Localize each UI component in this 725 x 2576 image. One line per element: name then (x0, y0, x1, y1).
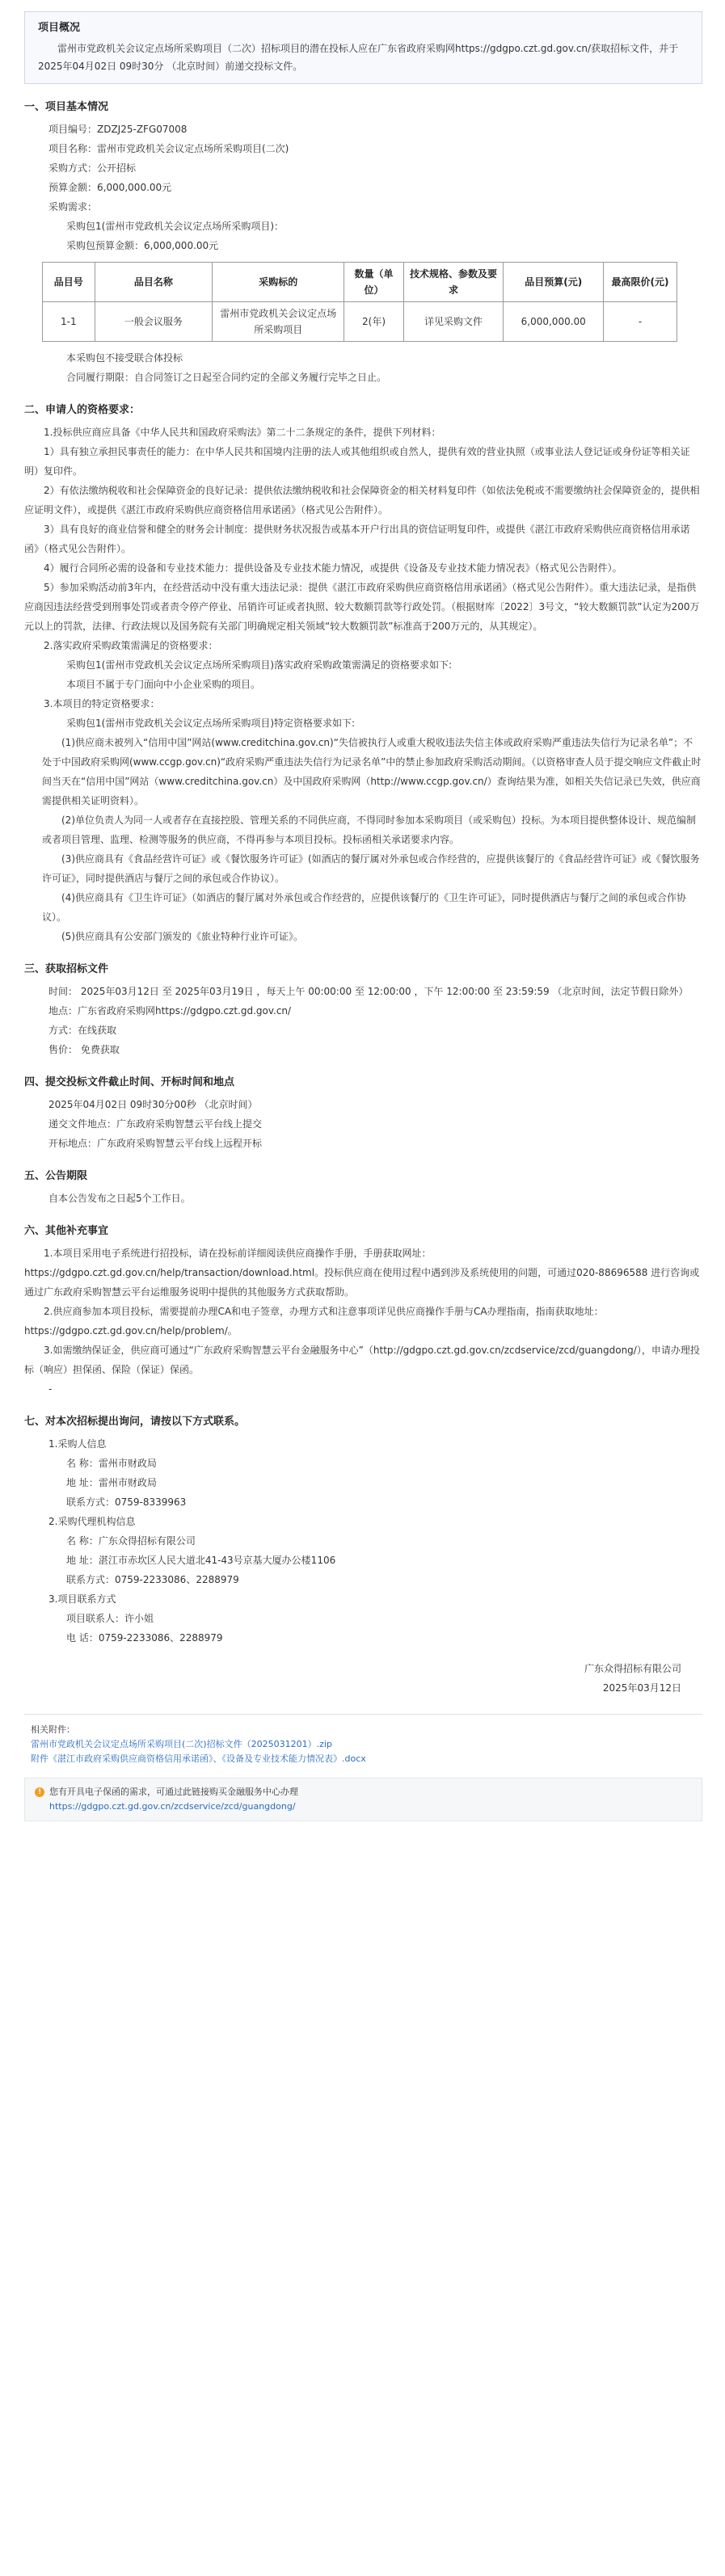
col-header: 品目名称 (95, 263, 213, 302)
qualification-item: 5）参加采购活动前3年内，在经营活动中没有重大违法记录：提供《湛江市政府采购供应商资格信用承诺函》（格式见公告附件）。重大违法记录，是指供应商因违法经营受到刑事处罚或者责令停产停业、吊销许可证或者执照、较大数额罚款等行政处罚。（根据财库〔2022〕3号文，“较大数额罚款”认定为200万元以上的罚款，法律、行政法规以及国务院有关部门明确规定相关领域“较大数额罚款”标准高于200万元的，从其规定）。 (24, 582, 700, 632)
section-basic-info (24, 95, 702, 255)
table-cell: 雷州市党政机关会议定点场所采购项目 (213, 302, 344, 342)
col-header: 品目预算(元) (504, 263, 604, 302)
other-item: 3.如需缴纳保证金，供应商可通过“广东政府采购智慧云平台金融服务中心”（http://gdgpo.czt.gd.gov.cn/zcdservice/zcd/guangdong/），申请办理投标（响应）担保函、保险（保证）保函。 (24, 1345, 700, 1375)
package-budget: 采购包预算金额：6,000,000.00元 (66, 240, 219, 251)
section-get-documents (24, 958, 702, 1059)
section-heading: 三、获取招标文件 (24, 963, 109, 975)
qualification-item: 采购包1(雷州市党政机关会议定点场所采购项目)落实政府采购政策需满足的资格要求如下: (66, 659, 453, 671)
qualification-item: 4）履行合同所必需的设备和专业技术能力：提供设备及专业技术能力情况，或提供《设备及专业技术能力情况表》（格式见公告附件）。 (44, 562, 622, 574)
project-contact-person: 项目联系人：许小姐 (66, 1613, 154, 1624)
buyer-name: 名 称：雷州市财政局 (66, 1458, 157, 1469)
submit-place: 递交文件地点：广东政府采购智慧云平台线上提交 (48, 1118, 263, 1130)
agency-name: 名 称：广东众得招标有限公司 (66, 1535, 196, 1547)
overview-text: 雷州市党政机关会议定点场所采购项目（二次）招标项目的潜在投标人应在广东省政府采购网https://gdgpo.czt.gd.gov.cn/获取招标文件，并于 2025年04月02日 09时30分 （北京时间）前递交投标文件。 (38, 43, 679, 72)
buyer-title: 1.采购人信息 (48, 1438, 107, 1450)
get-price: 售价： 免费获取 (48, 1044, 120, 1055)
procurement-method: 采购方式：公开招标 (48, 162, 137, 174)
col-header: 品目号 (43, 263, 95, 302)
table-cell: - (604, 302, 677, 342)
budget-amount: 预算金额：6,000,000.00元 (48, 182, 172, 193)
section-period (24, 1164, 702, 1208)
qualification-item: 3）具有良好的商业信誉和健全的财务会计制度：提供财务状况报告或基本开户行出具的资信证明复印件，或提供《湛江市政府采购供应商资格信用承诺函》（格式见公告附件）。 (24, 524, 690, 554)
section-other (24, 1219, 702, 1399)
period-text: 自本公告发布之日起5个工作日。 (48, 1193, 191, 1204)
items-table (42, 262, 677, 342)
warning-icon: ! (35, 1787, 44, 1797)
col-header: 数量（单位） (344, 263, 403, 302)
project-name: 项目名称：雷州市党政机关会议定点场所采购项目(二次) (48, 143, 289, 154)
agency-contact: 联系方式：0759-2233086、2288979 (66, 1574, 239, 1585)
buyer-contact: 联系方式：0759-8339963 (66, 1496, 187, 1508)
table-row (43, 302, 677, 342)
attachment-link-docx[interactable]: 附件《湛江市政府采购供应商资格信用承诺函》、《设备及专业技术能力情况表》.docx (31, 1753, 366, 1764)
col-header: 采购标的 (213, 263, 344, 302)
qualification-item: (5)供应商具有公安部门颁发的《旅业特种行业许可证》。 (61, 931, 304, 942)
table-cell: 详见采购文件 (403, 302, 504, 342)
col-header: 最高限价(元) (604, 263, 677, 302)
agency-title: 2.采购代理机构信息 (48, 1516, 136, 1527)
other-item: 1.本项目采用电子系统进行招投标，请在投标前详细阅读供应商操作手册，手册获取网址：https://gdgpo.czt.gd.gov.cn/help/transaction/download.html。投标供应商在使用过程中遇到涉及系统使用的问题，可通过020-88696588 进行咨询或通过广东政府采购智慧云平台运维服务说明中提供的其他服务方式获取帮助。 (24, 1248, 700, 1298)
no-consortium: 本采购包不接受联合体投标 (66, 352, 183, 364)
qualification-item: 采购包1(雷州市党政机关会议定点场所采购项目)特定资格要求如下: (66, 718, 356, 729)
open-place: 开标地点：广东政府采购智慧云平台线上远程开标 (48, 1138, 263, 1149)
section-heading: 五、公告期限 (24, 1170, 88, 1182)
dash-text: - (48, 1383, 53, 1395)
get-way: 方式：在线获取 (48, 1025, 117, 1036)
attachments (0, 1715, 725, 1766)
section-heading: 六、其他补充事宜 (24, 1225, 109, 1237)
section-qualification (24, 398, 702, 946)
get-time: 时间： 2025年03月12日 至 2025年03月19日 ，每天上午 00:00:00 至 12:00:00 ，下午 12:00:00 至 23:59:59 （北京时间，法定节假日除外） (48, 986, 689, 997)
section-heading: 四、提交投标文件截止时间、开标时间和地点 (24, 1076, 235, 1088)
notice-text: 您有开具电子保函的需求，可通过此链接购买金融服务中心办理 (49, 1787, 298, 1797)
contract-period: 合同履行期限：自合同签订之日起至合同约定的全部义务履行完毕之日止。 (66, 372, 387, 383)
qualification-item: (1)供应商未被列入“信用中国”网站(www.creditchina.gov.cn)“失信被执行人或重大税收违法失信主体或政府采购严重违法失信行为记录名单”；不处于中国政府采购网(www.ccgp.gov.cn)“政府采购严重违法失信行为记录名单”中的禁止参加政府采购活动期间。（以资格审查人员于提交响应文件截止时间当天在“信用中国”网站（www.creditchina.gov.cn）及中国政府采购网（http://www.ccgp.gov.cn/）查询结果为准，如相关失信记录已失效，供应商需提供相关证明资料）。 (42, 737, 702, 806)
qualification-item: 1）具有独立承担民事责任的能力：在中华人民共和国境内注册的法人或其他组织或自然人，提供有效的营业执照（或事业法人登记证或身份证等相关证明）复印件。 (24, 446, 690, 477)
deadline-time: 2025年04月02日 09时30分00秒 （北京时间） (48, 1099, 258, 1110)
agency-address: 地 址：湛江市赤坎区人民大道北41-43号京基大厦办公楼1106 (66, 1555, 336, 1566)
qualification-item: (3)供应商具有《食品经营许可证》或《餐饮服务许可证》(如酒店的餐厅属对外承包或合作经营的，应提供该餐厅的《食品经营许可证》或《餐饮服务许可证》，同时提供酒店与餐厅之间的承包或合作协议）。 (42, 853, 700, 884)
signature-org: 广东众得招标有限公司 (584, 1663, 681, 1674)
section-heading: 七、对本次招标提出询问，请按以下方式联系。 (24, 1416, 246, 1428)
qualification-item: (2)单位负责人为同一人或者存在直接控股、管理关系的不同供应商，不得同时参加本采购项目（或采购包）投标。为本项目提供整体设计、规范编制或者项目管理、监理、检测等服务的供应商，不得再参与本项目投标。投标函相关承诺要求内容。 (42, 814, 697, 845)
buyer-address: 地 址：雷州市财政局 (66, 1477, 157, 1488)
project-contact-phone: 电 话：0759-2233086、2288979 (66, 1632, 223, 1644)
signature-date: 2025年03月12日 (602, 1682, 681, 1694)
attachment-link-zip[interactable]: 雷州市党政机关会议定点场所采购项目(二次)招标文件（2025031201）.zip (31, 1739, 332, 1749)
other-item: 2.供应商参加本项目投标，需要提前办理CA和电子签章，办理方式和注意事项详见供应商操作手册与CA办理指南，指南获取地址：https://gdgpo.czt.gd.gov.cn/help/problem/。 (24, 1306, 604, 1336)
overview-box (24, 11, 702, 84)
section-heading: 二、申请人的资格要求： (24, 404, 141, 416)
qualification-item: 本项目不属于专门面向中小企业采购的项目。 (66, 679, 261, 690)
signature (24, 1659, 702, 1698)
qualification-item: 2）有依法缴纳税收和社会保障资金的良好记录：提供依法缴纳税收和社会保障资金的相关材料复印件（如依法免税或不需要缴纳社会保障资金的，提供相应证明文件），或提供《湛江市政府采购供应商资格信用承诺函》（格式见公告附件）。 (24, 485, 700, 516)
section-deadline (24, 1071, 702, 1153)
package-title: 采购包1(雷州市党政机关会议定点场所采购项目)： (66, 221, 284, 232)
guarantee-notice (24, 1778, 702, 1821)
table-cell: 1-1 (43, 302, 95, 342)
col-header: 技术规格、参数及要求 (403, 263, 504, 302)
project-number: 项目编号：ZDZJ25-ZFG07008 (48, 124, 188, 135)
qualification-item: 3.本项目的特定资格要求： (44, 698, 160, 709)
section-contact (24, 1410, 702, 1648)
project-contact-title: 3.项目联系方式 (48, 1593, 116, 1605)
qualification-item: 1.投标供应商应具备《中华人民共和国政府采购法》第二十二条规定的条件，提供下列材料： (44, 427, 441, 438)
overview-title: 项目概况 (38, 22, 81, 34)
table-cell: 6,000,000.00 (504, 302, 604, 342)
section-heading: 一、项目基本情况 (24, 101, 109, 113)
notice-link[interactable]: https://gdgpo.czt.gd.gov.cn/zcdservice/zcd/guangdong/ (49, 1801, 296, 1812)
attachments-label: 相关附件： (31, 1724, 75, 1735)
table-cell: 2(年) (344, 302, 403, 342)
qualification-item: (4)供应商具有《卫生许可证》（如酒店的餐厅属对外承包或合作经营的，应提供该餐厅的《卫生许可证》，同时提供酒店与餐厅之间的承包或合作协议）。 (42, 892, 687, 923)
procurement-demand: 采购需求： (48, 201, 98, 213)
table-cell: 一般会议服务 (95, 302, 213, 342)
get-place: 地点：广东省政府采购网https://gdgpo.czt.gd.gov.cn/ (48, 1005, 292, 1017)
qualification-item: 2.落实政府采购政策需满足的资格要求： (44, 640, 218, 651)
